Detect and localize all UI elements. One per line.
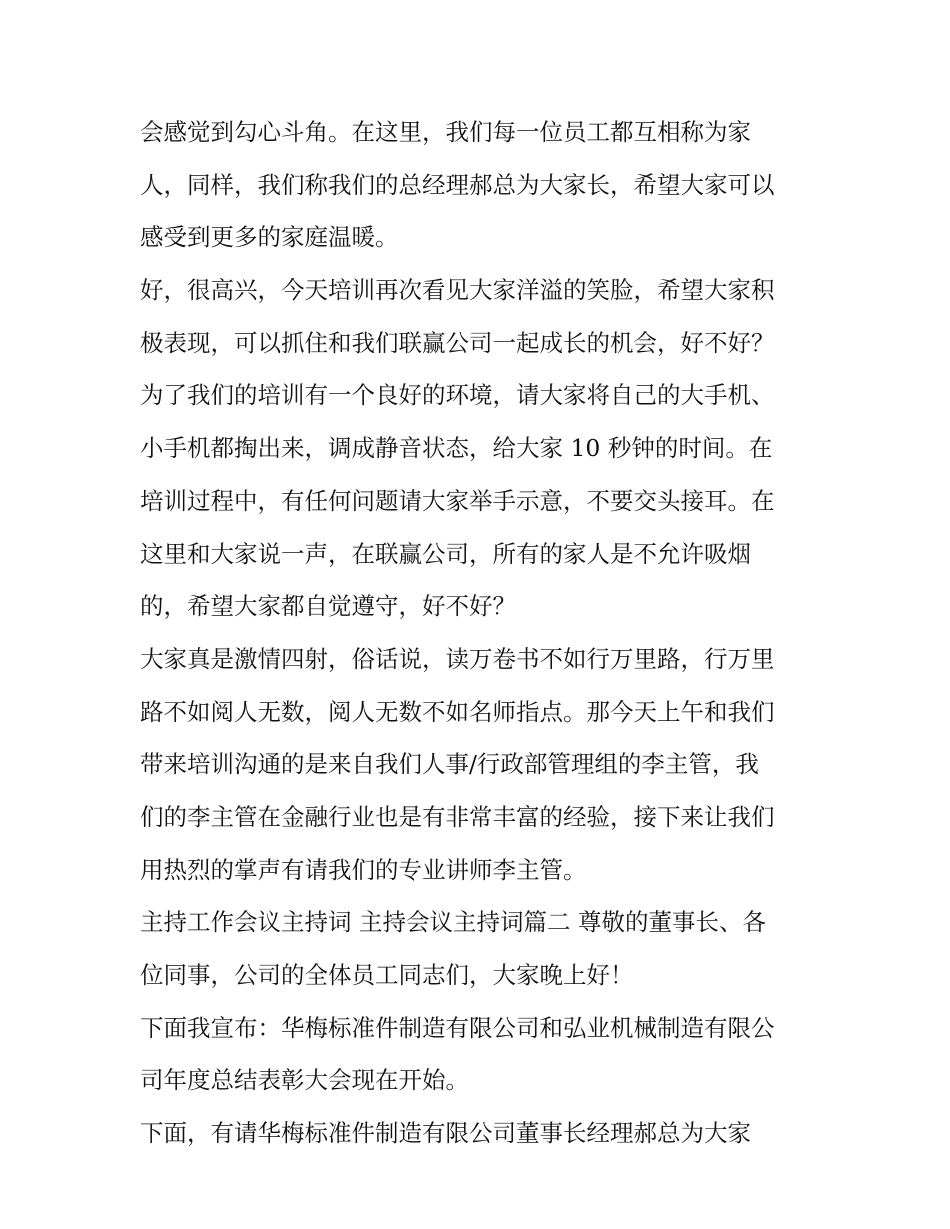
text-line: 好，很高兴，今天培训再次看见大家洋溢的笑脸，希望大家积 [140, 276, 775, 305]
text-line: 会感觉到勾心斗角。在这里，我们每一位员工都互相称为家 [140, 118, 751, 146]
text-line: 极表现，可以抓住和我们联赢公司一起成长的机会，好不好？ [140, 328, 775, 357]
text-line: 感受到更多的家庭温暖。 [140, 223, 399, 252]
text-line: 们的李主管在金融行业也是有非常丰富的经验，接下来让我们 [140, 802, 775, 831]
text-line: 这里和大家说一声，在联赢公司，所有的家人是不允许吸烟 [140, 539, 751, 568]
text-line: 路不如阅人无数，阅人无数不如名师指点。那今天上午和我们 [140, 697, 775, 726]
text-line: 大家真是激情四射，俗话说，读万卷书不如行万里路，行万里 [140, 644, 775, 673]
text-line: 司年度总结表彰大会现在开始。 [140, 1066, 469, 1095]
text-line: 为了我们的培训有一个良好的环境，请大家将自己的大手机、 [140, 381, 775, 410]
text-line: 带来培训沟通的是来自我们人事/行政部管理组的李主管，我 [140, 750, 759, 779]
text-line: 小手机都掏出来，调成静音状态，给大家 10 秒钟的时间。在 [140, 434, 773, 463]
text-line: 位同事，公司的全体员工同志们，大家晚上好！ [140, 961, 634, 989]
text-line: 人，同样，我们称我们的总经理郝总为大家长，希望大家可以 [140, 170, 775, 199]
text-line: 用热烈的掌声有请我们的专业讲师李主管。 [140, 855, 587, 884]
document-body [140, 106, 812, 1160]
text-line: 主持工作会议主持词 主持会议主持词篇二 尊敬的董事长、各 [140, 908, 766, 937]
text-line: 培训过程中，有任何问题请大家举手示意，不要交头接耳。在 [140, 486, 775, 515]
text-line: 下面我宣布：华梅标准件制造有限公司和弘业机械制造有限公 [140, 1013, 775, 1042]
text-line: 的，希望大家都自觉遵守，好不好？ [140, 592, 516, 621]
text-line: 下面，有请华梅标准件制造有限公司董事长经理郝总为大家 [140, 1119, 751, 1148]
